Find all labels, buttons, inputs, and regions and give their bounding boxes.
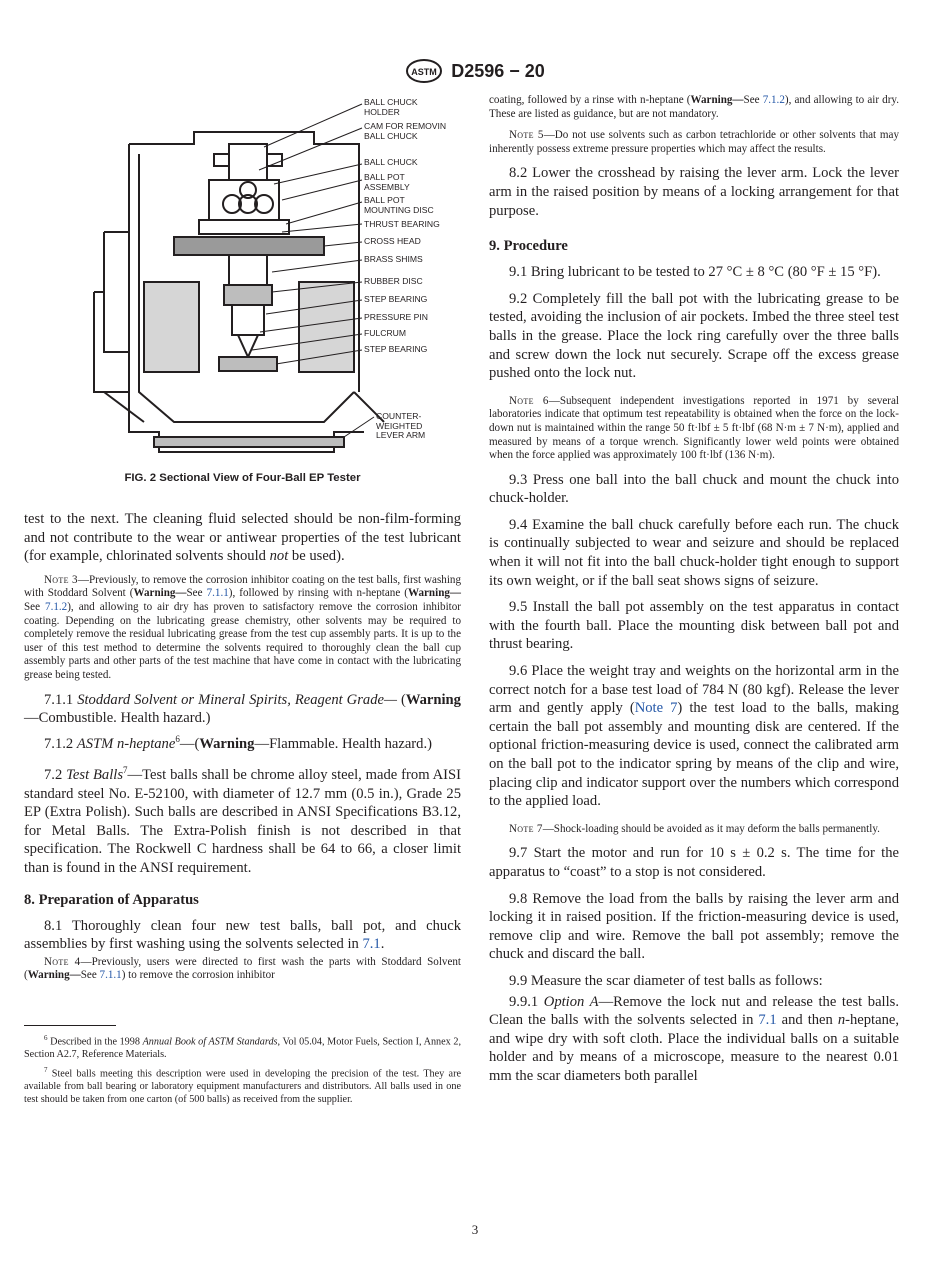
label-step-bearing-2: STEP BEARING bbox=[364, 344, 428, 354]
label-step-bearing-1: STEP BEARING bbox=[364, 294, 428, 304]
link-7-1-2-b[interactable]: 7.1.2 bbox=[762, 94, 785, 106]
note-6: Note 6—Subsequent independent investigations reported in 1971 by several laboratories indicate that optimum test repeatability is obtained when the force on the lock-down nut is maintained within the range 50 ft·lbf ± 5 ft·lbf (68 N·m ± 7 N·m), applied and measured by means of a torque wrench. Significantly lower weld points were obtained when the force applied was approximately 100 ft·lbf (136 N·m). bbox=[489, 394, 899, 462]
label-pressure-pin: PRESSURE PIN bbox=[364, 312, 428, 322]
document-id: D2596 − 20 bbox=[451, 60, 545, 81]
note-7: Note 7—Shock-loading should be avoided as it may deform the balls permanently. bbox=[509, 822, 880, 835]
footnote-6: $^6$ Described in the 1998 Annual Book of ASTM Standards, Vol 05.04, Motor Fuels, Section I, Annex 2, Section A2.7, Reference Materials. bbox=[24, 1033, 462, 1061]
section-9-8: 9.8 Remove the load from the balls by raising the lever arm and locking it in raised position. If the friction-measuring device is used, remove clip and wire. Remove the ball pot assembly; remove the chuck and discard the ball. bbox=[489, 890, 899, 963]
section-7-1-2: 7.1.2 ASTM n-heptane$^6$—(Warning—Flammable. Health hazard.) bbox=[44, 733, 432, 752]
astm-logo-icon bbox=[405, 58, 443, 84]
page-header bbox=[0, 56, 950, 86]
label-cross-head: CROSS HEAD bbox=[364, 236, 421, 246]
heading-section-8: 8. Preparation of Apparatus bbox=[24, 891, 199, 908]
label-cam: CAM FOR REMOVIN BALL CHUCK bbox=[364, 121, 447, 141]
heading-section-9: 9. Procedure bbox=[489, 238, 568, 255]
label-ball-chuck-holder: BALL CHUCK HOLDER bbox=[364, 97, 418, 117]
section-9-5: 9.5 Install the ball pot assembly on the test apparatus in contact with the fourth ball. Place the mounting disk between ball pot and thrust bearing. bbox=[489, 599, 899, 653]
section-9-6: 9.6 Place the weight tray and weights on the horizontal arm in the correct notch for a base test load of 784 N (80 kgf). Release the lever arm and gently apply (Note 7) the test load to the balls, making certain the ball pot assembly and mounting disk are centered. If the optional friction-measuring device is used, connect the calibrated arm on the ball pot to the indicator spring by means of the clip and wire, placing clip and indicator support over the numbers which correspond to the applied load. bbox=[489, 663, 899, 810]
note-3: Note 3—Previously, to remove the corrosion inhibitor coating on the test balls, first washing with Stoddard Solvent (Warning—See 7.1.1), followed by rinsing with n-heptane (Warning—See 7.1.2), and allowing to air dry has proven to satisfactory remove the corrosion inhibitor coating. Depending on the lubricating grease chemistry, other solvents may be required to completely remove the residual lubricating grease from the test cup assembly parts. It is up to the user of this test method to determine the solvents required to thoroughly clean the ball cup assembly parts and other parts of the test machine that have come in contact with the lubricating grease being tested. bbox=[24, 573, 461, 681]
link-7-1-b[interactable]: 7.1 bbox=[758, 1012, 777, 1029]
section-9-2: 9.2 Completely fill the ball pot with the lubricating grease to be tested, avoiding the inclusion of air pockets. Imbed the three steel test balls in the grease. Place the lock ring carefully over the three balls and screw down the lock nut securely. Scrape off the excess grease pushed onto the lock nut. bbox=[489, 290, 899, 382]
note-4-continuation: coating, followed by a rinse with n-heptane (Warning—See 7.1.2), and allowing to air dry. These are listed as guidance, but are not mandatory. bbox=[489, 94, 899, 120]
label-thrust-bearing: THRUST BEARING bbox=[364, 219, 440, 229]
footnote-rule bbox=[24, 1025, 116, 1026]
section-8-1: 8.1 Thoroughly clean four new test balls, ball pot, and chuck assemblies by first washing using the solvents selected in 7.1. bbox=[24, 917, 461, 953]
page-number: 3 bbox=[471, 1222, 479, 1237]
label-rubber-disc: RUBBER DISC bbox=[364, 276, 423, 286]
paragraph-continuation: test to the next. The cleaning fluid selected should be non-film-forming and not contribute to the wear or antiwear properties of the test lubricant (for example, chlorinated solvents should not be used). bbox=[24, 511, 461, 565]
label-ball-pot-assembly: BALL POT ASSEMBLY bbox=[364, 172, 410, 192]
section-7-2: 7.2 Test Balls$^7$—Test balls shall be chrome alloy steel, made from AISI standard steel No. E-52100, with diameter of 12.7 mm (0.5 in.), Grade 25 EP (Extra Polish). Such balls are described in ANSI Specifications B3.12, for Metal Balls. The Extra-Polish finish is not described in that specification. The Rockwell C hardness shall be 64 to 66, a closer limit than is found in the ANSI requirement. bbox=[24, 765, 462, 876]
section-9-9: 9.9 Measure the scar diameter of test balls as follows: bbox=[509, 972, 823, 989]
figure-caption: FIG. 2 Sectional View of Four-Ball EP Tester bbox=[124, 472, 361, 484]
label-fulcrum: FULCRUM bbox=[364, 328, 407, 338]
link-7-1[interactable]: 7.1 bbox=[362, 936, 381, 953]
label-ball-chuck: BALL CHUCK bbox=[364, 157, 418, 167]
section-9-9-1: 9.9.1 Option A—Remove the lock nut and release the test balls. Clean the balls with the solvents selected in 7.1 and then n-heptane, and wipe dry with soft cloth. Place the individual balls on a suitable holder and by means of a microscope, measure to the nearest 0.01 mm the scar diameters both parallel bbox=[489, 993, 899, 1084]
note-4: Note 4—Previously, users were directed to first wash the parts with Stoddard Solvent (Warning—See 7.1.1) to remove the corrosion inhibitor bbox=[24, 955, 461, 982]
section-9-1: 9.1 Bring lubricant to be tested to 27 °C ± 8 °C (80 °F ± 15 °F). bbox=[509, 264, 881, 281]
left-column bbox=[24, 92, 461, 1109]
figure-four-ball-tester bbox=[24, 92, 461, 472]
label-lever-arm: COUNTER- WEIGHTED LEVER ARM bbox=[376, 411, 426, 441]
label-mounting-disc: BALL POT MOUNTING DISC bbox=[364, 195, 434, 215]
link-note-7[interactable]: Note 7 bbox=[634, 700, 678, 717]
svg-text:ASTM: ASTM bbox=[411, 67, 437, 77]
link-7-1-1[interactable]: 7.1.1 bbox=[206, 587, 229, 600]
label-brass-shims: BRASS SHIMS bbox=[364, 254, 423, 264]
section-8-2: 8.2 Lower the crosshead by raising the lever arm. Lock the lever arm in the raised position by means of a locking arrangement for that purpose. bbox=[489, 165, 899, 219]
section-9-3: 9.3 Press one ball into the ball chuck and mount the chuck into chuck-holder. bbox=[489, 471, 899, 507]
link-7-1-1-b[interactable]: 7.1.1 bbox=[99, 969, 122, 982]
section-7-1-1: 7.1.1 Stoddard Solvent or Mineral Spirits, Reagent Grade— (Warning—Combustible. Health hazard.) bbox=[24, 691, 461, 727]
section-9-4: 9.4 Examine the ball chuck carefully before each run. The chuck is continually subjected to wear and seizure and should be replaced when it will not fit into the ball chuck-holder tight enough to support its own weight, or if the ball seat shows signs of seizure. bbox=[489, 516, 899, 589]
footnote-7: $^7$ Steel balls meeting this description were used in developing the precision of the test. They are available from ball bearing or laboratory equipment manufacturers and distributors. All balls used in one test should be taken from one carton (of 500 balls) as received from the supplier. bbox=[24, 1065, 461, 1105]
note-5: Note 5—Do not use solvents such as carbon tetrachloride or other solvents that may inherently possess extreme pressure properties which may affect the results. bbox=[489, 129, 899, 155]
right-column bbox=[489, 94, 899, 1094]
link-7-1-2[interactable]: 7.1.2 bbox=[45, 600, 68, 613]
section-9-7: 9.7 Start the motor and run for 10 s ± 0.2 s. The time for the apparatus to “coast” to a stop is not considered. bbox=[489, 845, 899, 880]
